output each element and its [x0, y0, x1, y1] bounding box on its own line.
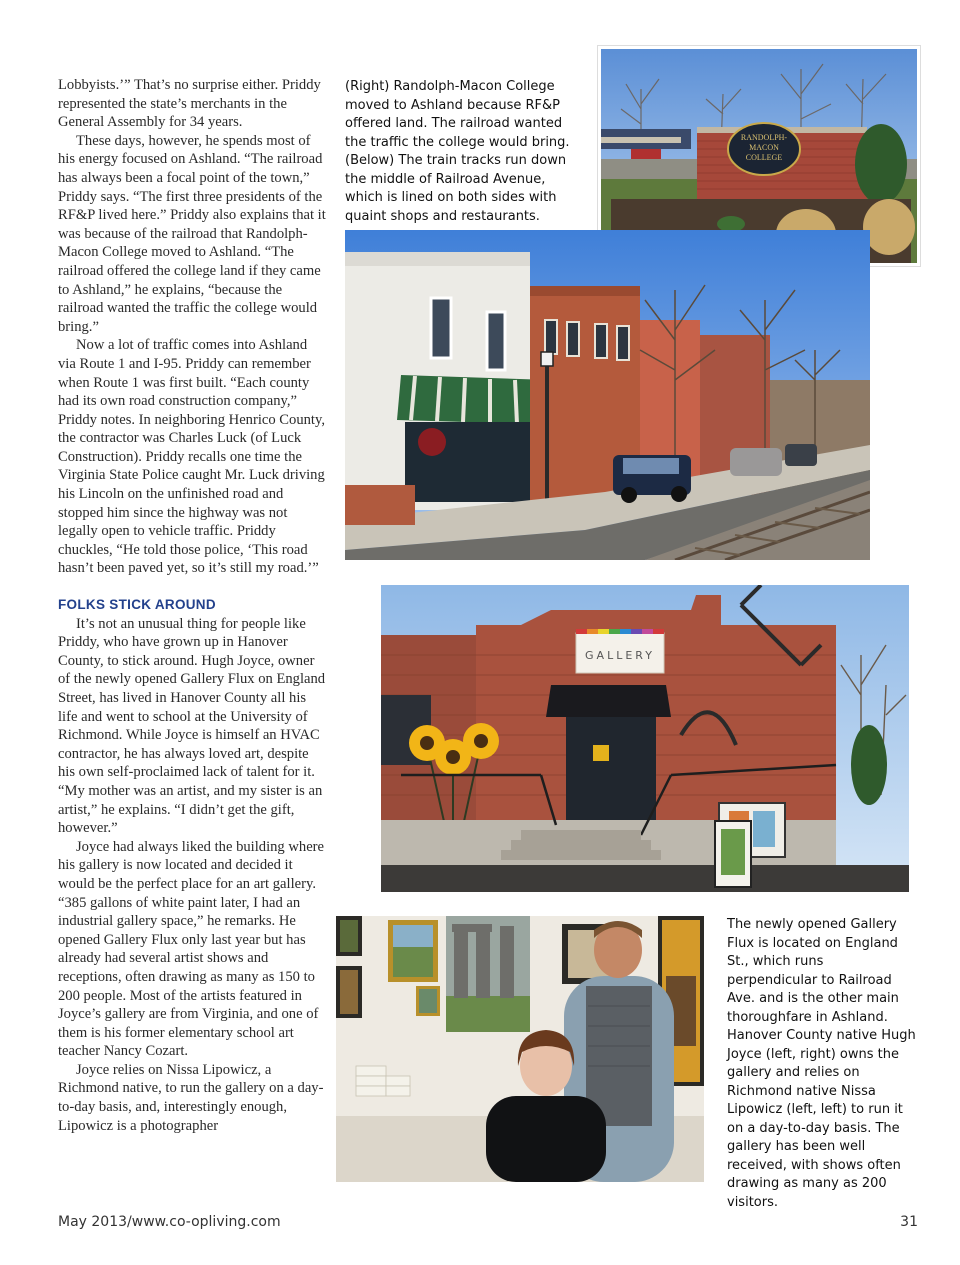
- footer-issue-url: May 2013/www.co-opliving.com: [58, 1214, 281, 1230]
- college-sign-line: COLLEGE: [745, 153, 783, 162]
- article-paragraph: Joyce relies on Nissa Lipowicz, a Richmond native, to run the gallery on a day-to-day basis, and, interestingly enough, Lipowicz is a photographer: [58, 1061, 324, 1134]
- caption-college-and-tracks: (Right) Randolph-Macon College moved to Ashland because RF&P offered land. The railroad wanted the traffic the college would bring. (Below) The train tracks run down the middle of Railroad Avenue, which is lined on both sides with quaint shops and restaurants.: [345, 79, 570, 224]
- gallery-exterior-photo: [381, 585, 909, 892]
- page-number: 31: [900, 1214, 918, 1230]
- college-sign-line: MACON: [749, 143, 779, 152]
- caption-gallery-flux: The newly opened Gallery Flux is located on England St., which runs perpendicular to Railroad Ave. and is the other main thoroughfare in Ashland. Hanover County native Hugh Joyce (left, right) owns the gallery and relies on Richmond native Nissa Lipowicz (left, left) to run it on a day-to-day basis. The gallery has been well received, with shows often drawing as many as 200 visitors.: [727, 917, 916, 1210]
- college-sign-line: RANDOLPH-: [740, 133, 788, 142]
- article-paragraph: It’s not an unusual thing for people like Priddy, who have grown up in Hanover County, to stick around. Hugh Joyce, owner of the newly opened Gallery Flux on England Street, has lived in Hanover County all his life and went to school at the University of Richmond. While Joyce is himself an HVAC contractor, he has always loved art, despite his own self-proclaimed lack of talent for it. “My mother was an artist, and my sister is an artist,” he explains. “I didn’t get the gift, however.”: [58, 615, 326, 837]
- article-paragraph: Joyce had always liked the building where his gallery is now located and decided it would be the perfect place for an art gallery. “385 gallons of white paint later, I had an industrial gallery space,” he remarks. He opened Gallery Flux only last year but has already had several artist shows and receptions, often drawing as many as 150 to 200 people. Most of the artists featured in Joyce’s gallery are from Virginia, and one of them is his former elementary school art teacher Nancy Cozart.: [58, 838, 325, 1060]
- gallery-interior-photo: [336, 916, 704, 1182]
- article-paragraph: These days, however, he spends most of his energy focused on Ashland. “The railroad has always been a focal point of the town,” Priddy says. “The first three presidents of the RF&P lived here.” Priddy also explains that it was because of the railroad that Randolph-Macon College moved to Ashland. “The railroad offered the college land if they came to Ashland,” he explains, “because the railroad wanted the traffic the college would bring.”: [58, 132, 326, 335]
- railroad-avenue-photo: [345, 230, 870, 560]
- article-body: [58, 76, 328, 1135]
- article-paragraph: Lobbyists.’” That’s no surprise either. Priddy represented the state’s merchants in the General Assembly for 34 years.: [58, 77, 321, 131]
- article-paragraph: Now a lot of traffic comes into Ashland via Route 1 and I-95. Priddy can remember when Route 1 was first built. “Each county had its own road construction company,” Priddy notes. In neighboring Henrico County, the contractor was Charles Luck (of Luck Construction). Priddy recalls one time the Virginia State Police caught Mr. Luck driving his Lincoln on the unfinished road and stopped him since the highway was not legally open to vehicle traffic. Priddy chuckles, “He told those police, ‘This road hasn’t been paved yet, so it’s still my road.’”: [58, 337, 325, 577]
- gallery-sign-text: GALLERY: [585, 649, 655, 662]
- section-heading: FOLKS STICK AROUND: [58, 597, 216, 613]
